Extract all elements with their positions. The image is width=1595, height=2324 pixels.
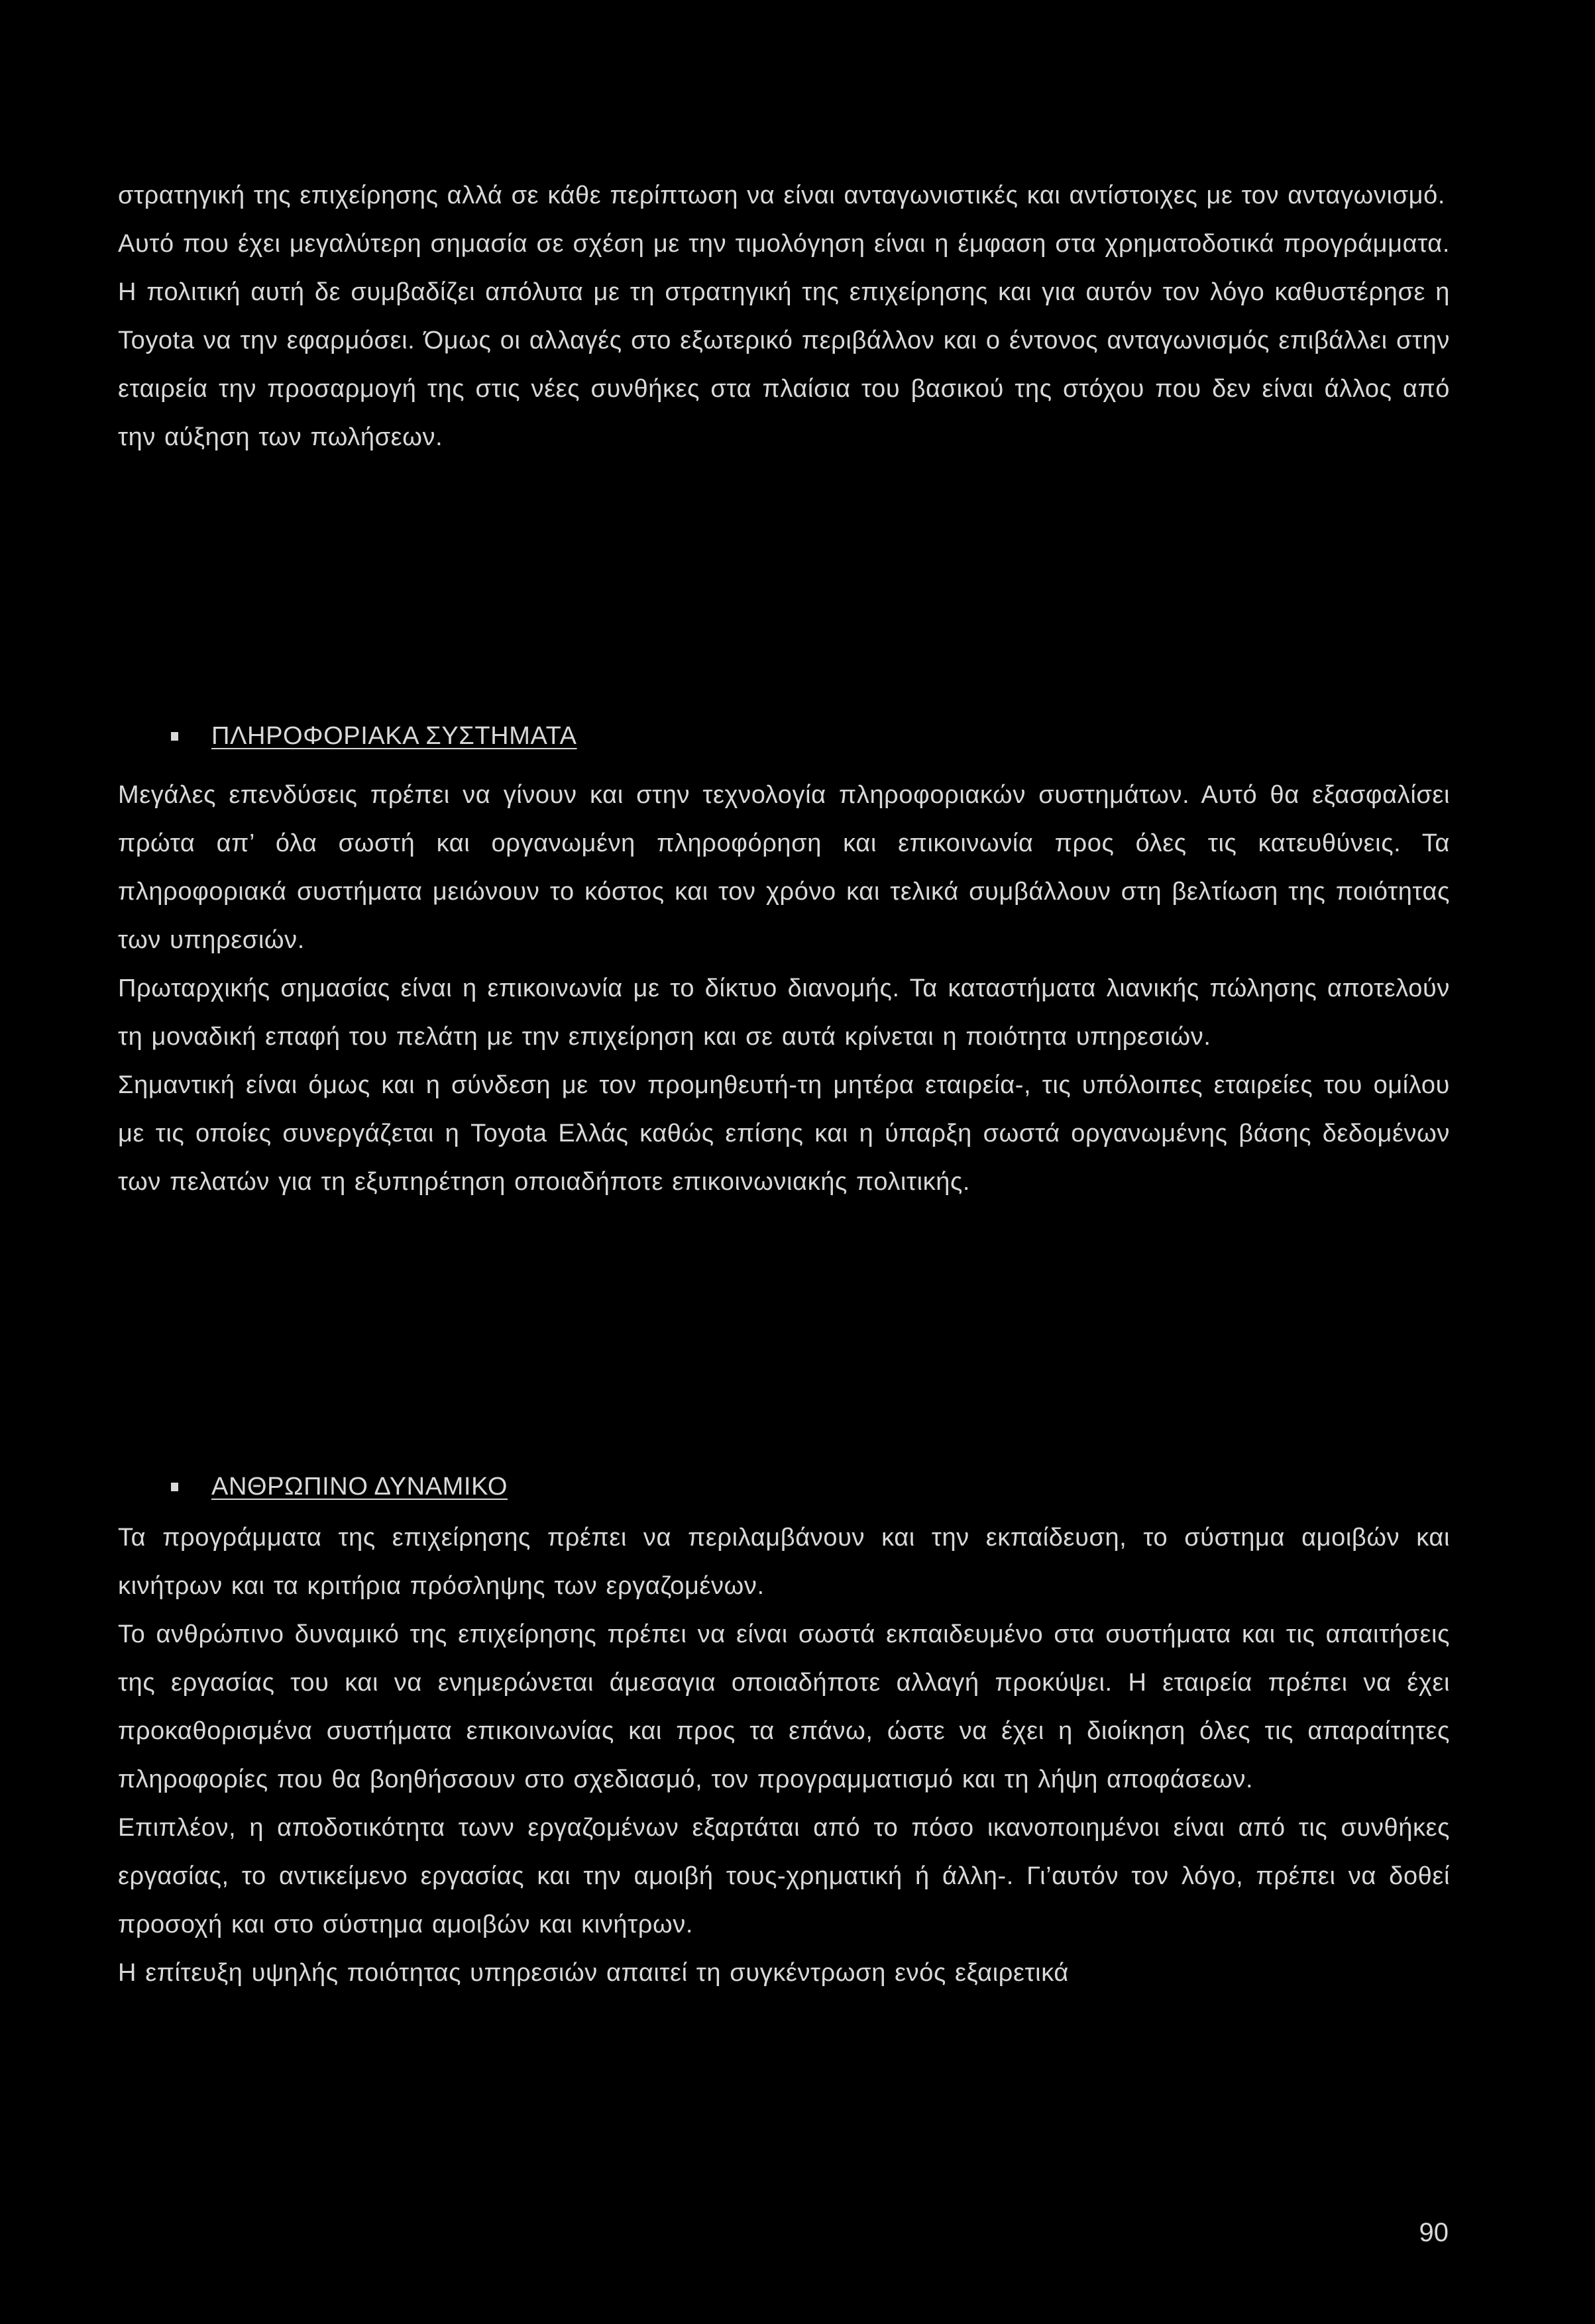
paragraph: στρατηγική της επιχείρησης αλλά σε κάθε περίπτωση να είναι ανταγωνιστικές και αντίστοιχες με τον ανταγωνισμό. <box>118 182 1446 209</box>
section-heading-information-systems <box>118 712 577 761</box>
paragraph: Επιπλέον, η αποδοτικότητα τωνν εργαζομένων εξαρτάται από το πόσο ικανοποιημένοι είναι από τις συνθήκες εργασίας, το αντικείμενο εργασίας και την αμοιβή τους-χρηματική ή άλλη-. Γι’αυτόν τον λόγο, πρέπει να δοθεί προσοχή και στο σύστημα αμοιβών και κινήτρων. <box>118 1814 1450 1938</box>
bullet-icon <box>171 732 178 741</box>
paragraph: Μεγάλες επενδύσεις πρέπει να γίνουν και στην τεχνολογία πληροφοριακών συστημάτων. Αυτό θα εξασφαλίσει πρώτα απ’ όλα σωστή και οργανωμένη πληροφόρηση και επικοινωνία προς όλες τις κατευθύνεις. Τα πληροφοριακά συστήματα μειώνουν το κόστος και τον χρόνο και τελικά συμβάλλουν στη βελτίωση της ποιότητας των υπηρεσιών. <box>118 781 1450 954</box>
bullet-icon <box>171 1483 178 1491</box>
paragraph: Πρωταρχικής σημασίας είναι η επικοινωνία με το δίκτυο διανομής. Τα καταστήματα λιανικής πώλησης αποτελούν τη μοναδική επαφή του πελάτη με την επιχείρηση και σε αυτά κρίνεται η ποιότητα υπηρεσιών. <box>118 975 1450 1051</box>
heading-text: ΑΝΘΡΩΠΙΝΟ ΔΥΝΑΜΙΚΟ <box>211 1473 508 1501</box>
information-systems-text-block <box>118 771 1450 1206</box>
paragraph: Αυτό που έχει μεγαλύτερη σημασία σε σχέση με την τιμολόγηση είναι η έμφαση στα χρηματοδοτικά προγράμματα. Η πολιτική αυτή δε συμβαδίζει απόλυτα με τη στρατηγική της επιχείρησης και για αυτόν τον λόγο καθυστέρησε η Toyota να την εφαρμόσει. Όμως οι αλλαγές στο εξωτερικό περιβάλλον και ο έντονος ανταγωνισμός επιβάλλει στην εταιρεία την προσαρμογή της στις νέες συνθήκες στα πλαίσια του βασικού της στόχου που δεν είναι άλλος από την αύξηση των πωλήσεων. <box>118 230 1450 451</box>
human-resources-text-block <box>118 1514 1450 1997</box>
page-number: 90 <box>1419 2218 1449 2247</box>
intro-text-block <box>118 172 1450 462</box>
paragraph: Το ανθρώπινο δυναμικό της επιχείρησης πρέπει να είναι σωστά εκπαιδευμένο στα συστήματα και τις απαιτήσεις της εργασίας του και να ενημερώνεται άμεσαγια οποιαδήποτε αλλαγή προκύψει. Η εταιρεία πρέπει να έχει προκαθορισμένα συστήματα επικοινωνίας και προς τα επάνω, ώστε να έχει η διοίκηση όλες τις απαραίτητες πληροφορίες που θα βοηθήσσουν στο σχεδιασμό, τον προγραμματισμό και τη λήψη αποφάσεων. <box>118 1620 1450 1793</box>
paragraph: Η επίτευξη υψηλής ποιότητας υπηρεσιών απαιτεί τη συγκέντρωση ενός εξαιρετικά <box>118 1959 1069 1987</box>
paragraph: Τα προγράμματα της επιχείρησης πρέπει να περιλαμβάνουν και την εκπαίδευση, το σύστημα αμοιβών και κινήτρων και τα κριτήρια πρόσληψης των εργαζομένων. <box>118 1524 1450 1600</box>
section-heading-human-resources <box>118 1463 508 1511</box>
heading-text: ΠΛΗΡΟΦΟΡΙΑΚΑ ΣΥΣΤΗΜΑΤΑ <box>211 722 577 750</box>
paragraph: Σημαντική είναι όμως και η σύνδεση με τον προμηθευτή-τη μητέρα εταιρεία-, τις υπόλοιπες εταιρείες του ομίλου με τις οποίες συνεργάζεται η Toyota Ελλάς καθώς επίσης και η ύπαρξη σωστά οργανωμένης βάσης δεδομένων των πελατών για τη εξυπηρέτηση οποιαδήποτε επικοινωνιακής πολιτικής. <box>118 1071 1450 1196</box>
